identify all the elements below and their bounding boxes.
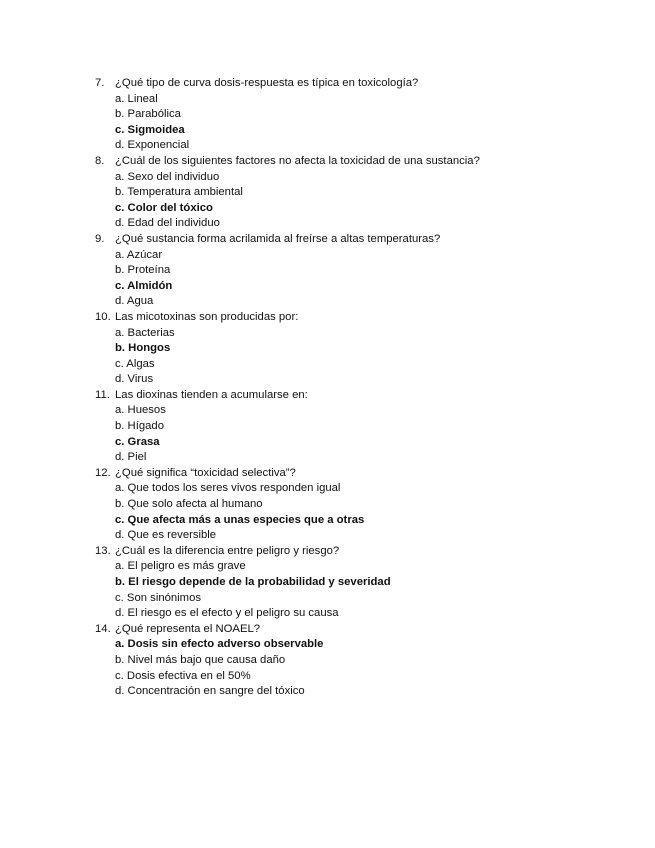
answer-option-correct: b. El riesgo depende de la probabilidad y severidad: [115, 576, 391, 588]
question-number: 9.: [95, 232, 105, 245]
answer-option-correct: c. Almidón: [115, 279, 173, 292]
answer-option: d. Edad del individuo: [115, 217, 220, 230]
question-number: 14.: [95, 622, 111, 635]
question-number: 7.: [95, 77, 105, 89]
question-line: [95, 232, 635, 248]
answer-option: d. Concentración en sangre del tóxico: [115, 685, 305, 698]
answer-option: b. Proteína: [115, 264, 171, 277]
question-text: Las micotoxinas son producidas por:: [115, 310, 299, 323]
answer-option: b. Parabólica: [115, 108, 181, 121]
answer-option-correct: c. Color del tóxico: [115, 201, 213, 214]
answer-option: d. Agua: [115, 295, 154, 308]
question-line: [95, 544, 635, 560]
answer-option: a. Sexo del individuo: [115, 170, 220, 183]
question-text: ¿Qué tipo de curva dosis-respuesta es típica en toxicología?: [115, 77, 419, 89]
question-number: 11.: [95, 388, 110, 401]
question-14: [95, 622, 635, 700]
answer-option: a. Que todos los seres vivos responden igual: [115, 482, 341, 495]
answer-option-correct: c. Grasa: [115, 435, 160, 448]
question-line: [95, 310, 635, 326]
question-line: [95, 76, 635, 92]
question-text: ¿Qué representa el NOAEL?: [115, 622, 261, 635]
question-text: ¿Cuál es la diferencia entre peligro y riesgo?: [115, 544, 340, 557]
answer-option: a. El peligro es más grave: [115, 560, 246, 573]
answer-option: c. Son sinónimos: [115, 591, 202, 604]
question-text: Las dioxinas tienden a acumularse en:: [115, 388, 308, 401]
question-11: [95, 388, 635, 466]
question-text: ¿Qué sustancia forma acrilamida al freírse a altas temperaturas?: [115, 232, 441, 245]
answer-option: d. El riesgo es el efecto y el peligro su causa: [115, 607, 339, 620]
answer-option: a. Azúcar: [115, 248, 163, 261]
question-line: [95, 622, 635, 638]
answer-option: b. Nivel más bajo que causa daño: [115, 653, 286, 666]
question-line: [95, 466, 635, 482]
question-13: [95, 544, 635, 622]
answer-option: b. Que solo afecta al humano: [115, 498, 263, 511]
answer-option: c. Dosis efectiva en el 50%: [115, 669, 251, 682]
question-9: [95, 232, 635, 310]
question-12: [95, 466, 635, 544]
answer-option: b. Hígado: [115, 420, 164, 433]
question-number: 10.: [95, 310, 111, 323]
answer-option-correct: b. Hongos: [115, 342, 171, 355]
question-text: ¿Qué significa “toxicidad selectiva”?: [115, 466, 296, 479]
question-number: 13.: [95, 544, 111, 557]
answer-option-correct: c. Que afecta más a unas especies que a otras: [115, 513, 365, 526]
answer-option: d. Piel: [115, 451, 147, 464]
answer-option: a. Lineal: [115, 92, 158, 105]
answer-option: d. Exponencial: [115, 139, 190, 152]
answer-option-correct: c. Sigmoidea: [115, 123, 185, 136]
question-8: [95, 154, 635, 232]
question-number: 8.: [95, 154, 105, 167]
question-line: [95, 388, 635, 404]
answer-option: a. Huesos: [115, 404, 166, 417]
answer-option-correct: a. Dosis sin efecto adverso observable: [115, 638, 324, 651]
question-text: ¿Cuál de los siguientes factores no afecta la toxicidad de una sustancia?: [115, 154, 480, 167]
answer-option: d. Virus: [115, 373, 154, 386]
answer-option: d. Que es reversible: [115, 529, 217, 542]
question-10: [95, 310, 635, 388]
question-7: [95, 76, 635, 154]
answer-option: c. Algas: [115, 357, 155, 370]
quiz-list: [95, 76, 635, 700]
question-line: [95, 154, 635, 170]
question-number: 12.: [95, 466, 111, 479]
answer-option: b. Temperatura ambiental: [115, 186, 243, 199]
answer-option: a. Bacterias: [115, 326, 175, 339]
